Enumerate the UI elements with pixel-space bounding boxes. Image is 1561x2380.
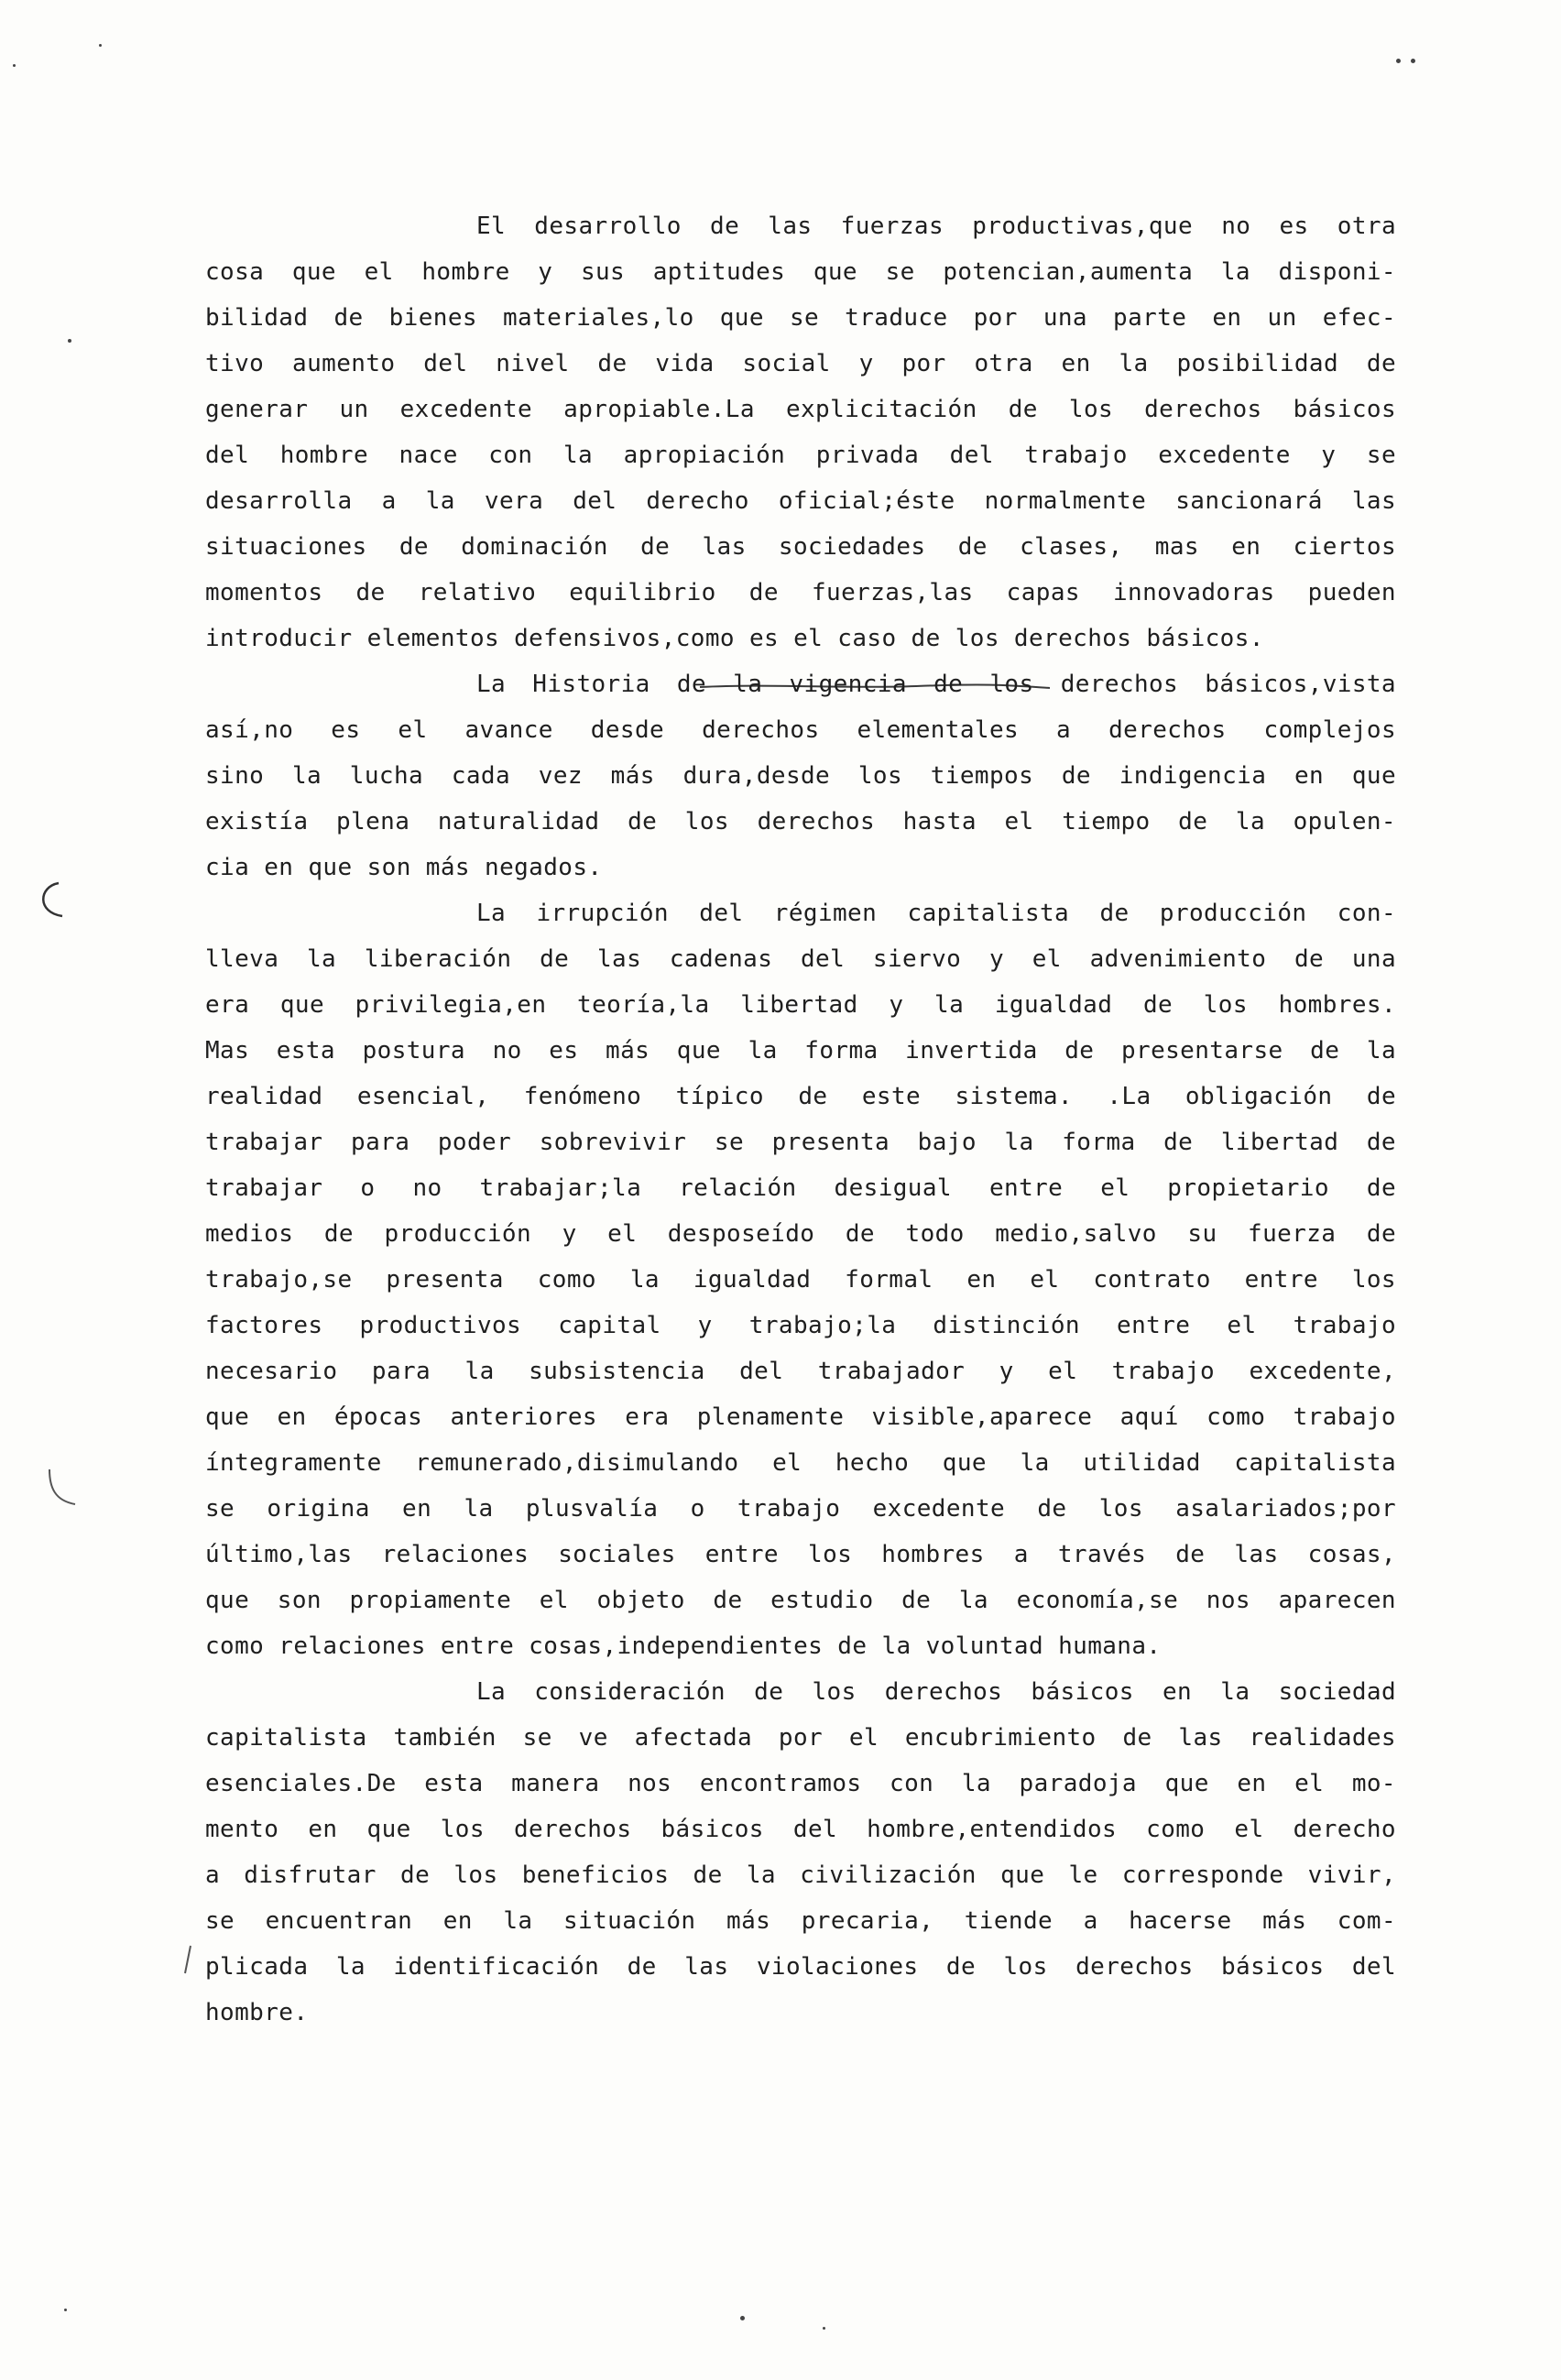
text-line: trabajo,se presenta como la igualdad formal en el contrato entre los [205,1266,1396,1294]
text-line: último,las relaciones sociales entre los hombres a través de las cosas, [205,1541,1396,1568]
text-line: capitalista también se ve afectada por el encubrimiento de las realidades [205,1724,1396,1752]
text-line: existía plena naturalidad de los derechos hasta el tiempo de la opulen- [205,808,1396,835]
scan-speck [823,2327,825,2330]
scan-speck [68,339,71,343]
text-line: bilidad de bienes materiales,lo que se traduce por una parte en un efec- [205,304,1396,332]
scan-speck [13,64,16,67]
text-line: hombre. [205,1999,309,2026]
text-line: así,no es el avance desde derechos elementales a derechos complejos [205,716,1396,744]
text-line: medios de producción y el desposeído de todo medio,salvo su fuerza de [205,1220,1396,1248]
text-line: generar un excedente apropiable.La explicitación de los derechos básicos [205,396,1396,423]
text-line: desarrolla a la vera del derecho oficial;éste normalmente sancionará las [205,487,1396,515]
text-line: que son propiamente el objeto de estudio de la economía,se nos aparecen [205,1587,1396,1614]
text-line: cia en que son más negados. [205,854,603,881]
text-line: plicada la identificación de las violaciones de los derechos básicos del [205,1953,1396,1981]
paragraph-3 [205,890,1396,1669]
scan-speck [740,2316,745,2320]
text-line: como relaciones entre cosas,independientes de la voluntad humana. [205,1632,1162,1660]
text-line: tivo aumento del nivel de vida social y por otra en la posibilidad de [205,350,1396,377]
text-line: La irrupción del régimen capitalista de producción con- [476,900,1396,927]
text-line: esenciales.De esta manera nos encontramos con la paradoja que en el mo- [205,1770,1396,1797]
text-line: necesario para la subsistencia del trabajador y el trabajo excedente, [205,1358,1396,1385]
text-line: era que privilegia,en teoría,la libertad y la igualdad de los hombres. [205,991,1396,1019]
text-line: lleva la liberación de las cadenas del siervo y el advenimiento de una [205,945,1396,973]
text-line: factores productivos capital y trabajo;la distinción entre el trabajo [205,1312,1396,1339]
text-line: que en épocas anteriores era plenamente visible,aparece aquí como trabajo [205,1403,1396,1431]
text-line: mento en que los derechos básicos del hombre,entendidos como el derecho [205,1816,1396,1843]
text-line: del hombre nace con la apropiación privada del trabajo excedente y se [205,442,1396,469]
scan-speck [64,2309,67,2311]
text-line: trabajar para poder sobrevivir se presenta bajo la forma de libertad de [205,1129,1396,1156]
text-line: La Historia de la vigencia de los derechos básicos,vista [476,671,1396,698]
paragraph-4 [205,1669,1396,2036]
typed-text-body [205,203,1396,2036]
text-line: se encuentran en la situación más precaria, tiende a hacerse más com- [205,1907,1396,1935]
text-line: íntegramente remunerado,disimulando el hecho que la utilidad capitalista [205,1449,1396,1477]
margin-arc-mark [44,1466,81,1508]
text-line: El desarrollo de las fuerzas productivas,que no es otra [476,213,1396,240]
text-line: sino la lucha cada vez más dura,desde los tiempos de indigencia en que [205,762,1396,790]
text-line: a disfrutar de los beneficios de la civilización que le corresponde vivir, [205,1861,1396,1889]
scan-speck [99,44,102,47]
text-line: se origina en la plusvalía o trabajo excedente de los asalariados;por [205,1495,1396,1523]
text-line: realidad esencial, fenómeno típico de este sistema. .La obligación de [205,1083,1396,1110]
scan-speck [1396,59,1401,63]
scan-speck [1411,59,1415,63]
text-line: situaciones de dominación de las sociedades de clases, mas en ciertos [205,533,1396,561]
paragraph-1 [205,203,1396,661]
text-line: momentos de relativo equilibrio de fuerzas,las capas innovadoras pueden [205,579,1396,606]
margin-arc-mark [31,879,68,922]
text-line: trabajar o no trabajar;la relación desigual entre el propietario de [205,1174,1396,1202]
text-line: La consideración de los derechos básicos en la sociedad [476,1678,1396,1706]
text-line: introducir elementos defensivos,como es el caso de los derechos básicos. [205,625,1264,652]
margin-tick-mark [180,1942,198,1979]
text-line: cosa que el hombre y sus aptitudes que se potencian,aumenta la disponi- [205,258,1396,286]
text-line: Mas esta postura no es más que la forma invertida de presentarse de la [205,1037,1396,1064]
paragraph-2 [205,661,1396,890]
